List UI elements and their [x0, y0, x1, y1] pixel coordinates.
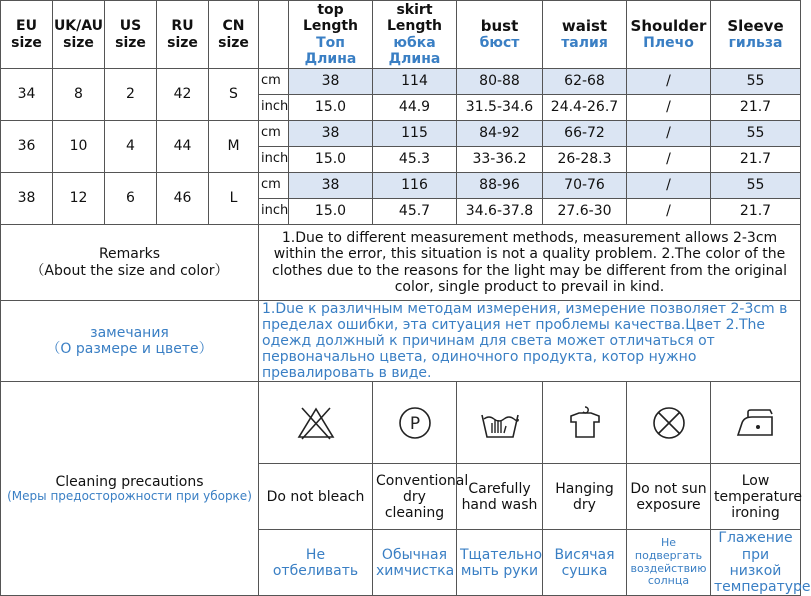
- cell-shoulder: /: [627, 95, 711, 121]
- care-label-ru: Не подвергать воздействию солнца: [627, 530, 711, 595]
- cell-bust: 80-88: [457, 69, 543, 95]
- table-row: [1, 121, 801, 147]
- cell-sleeve: 55: [711, 121, 801, 147]
- bust-en: bust: [480, 16, 519, 35]
- unit-cm: cm: [259, 173, 289, 199]
- header-ru: RU size: [157, 1, 209, 69]
- cell-skirt: 45.7: [373, 199, 457, 225]
- cleaning-subtitle: (Меры предосторожности при уборке): [7, 488, 252, 503]
- care-label-ru: Тщательно мыть руки: [457, 530, 543, 595]
- header-us: US size: [105, 1, 157, 69]
- care-label-en: Carefully hand wash: [457, 464, 543, 530]
- cell-waist: 70-76: [543, 173, 627, 199]
- cell-shoulder: /: [627, 121, 711, 147]
- remarks-ru-label: [1, 301, 259, 382]
- cell-waist: 62-68: [543, 69, 627, 95]
- remarks-ru-subtitle: （О размере и цвете）: [46, 341, 213, 358]
- cell-waist: 27.6-30: [543, 199, 627, 225]
- size-us: 4: [105, 121, 157, 173]
- cell-bust: 34.6-37.8: [457, 199, 543, 225]
- cell-bust: 33-36.2: [457, 147, 543, 173]
- size-us: 6: [105, 173, 157, 225]
- cleaning-title: Cleaning precautions: [55, 473, 204, 490]
- remarks-label: [1, 225, 259, 301]
- remarks-ru-text: 1.Due к различным методам измерения, измерение позволяет 2-3cm в пределах ошибки, эта ситуация нет проблемы качества.Цвет 2.The одежд должный к причинам для света может отличаться от первоначально цвета, одиночного продукта, котор нужно превалировать в виде.: [259, 301, 801, 382]
- size-uk: 8: [53, 69, 105, 121]
- cell-bust: 84-92: [457, 121, 543, 147]
- cell-skirt: 44.9: [373, 95, 457, 121]
- size-cn: S: [209, 69, 259, 121]
- size-uk: 12: [53, 173, 105, 225]
- shoulder-en: Shoulder: [630, 16, 707, 35]
- header-top-length: [289, 1, 373, 69]
- dry-clean-letter: P: [409, 413, 420, 434]
- unit-cm: cm: [259, 121, 289, 147]
- low-iron-icon: [711, 382, 801, 464]
- cell-sleeve: 55: [711, 69, 801, 95]
- remarks-title: Remarks: [98, 246, 161, 263]
- cell-shoulder: /: [627, 199, 711, 225]
- header-unit: [259, 1, 289, 69]
- size-ru: 42: [157, 69, 209, 121]
- sleeve-ru: гильза: [728, 35, 783, 52]
- care-label-en: Low temperature ironing: [711, 464, 801, 530]
- cell-skirt: 45.3: [373, 147, 457, 173]
- remarks-row: [1, 225, 801, 301]
- care-label-ru: Глажение при низкой температуре: [711, 530, 801, 595]
- cell-top: 38: [289, 173, 373, 199]
- no-bleach-icon: [259, 382, 373, 464]
- remarks-ru-row: [1, 301, 801, 382]
- size-us: 2: [105, 69, 157, 121]
- care-label-en: Do not sun exposure: [627, 464, 711, 530]
- header-waist: [543, 1, 627, 69]
- cell-shoulder: /: [627, 147, 711, 173]
- top-length-en: top Length: [302, 2, 359, 35]
- header-skirt-length: [373, 1, 457, 69]
- cleaning-label: [1, 382, 259, 595]
- bust-ru: бюст: [479, 35, 520, 52]
- cell-skirt: 116: [373, 173, 457, 199]
- cell-skirt: 115: [373, 121, 457, 147]
- cell-shoulder: /: [627, 69, 711, 95]
- care-label-en: Conventional dry cleaning: [373, 464, 457, 530]
- care-label-en: Hanging dry: [543, 464, 627, 530]
- cell-sleeve: 21.7: [711, 199, 801, 225]
- sleeve-en: Sleeve: [727, 16, 784, 35]
- hanging-dry-icon: [543, 382, 627, 464]
- size-ru: 46: [157, 173, 209, 225]
- size-cn: M: [209, 121, 259, 173]
- size-uk: 10: [53, 121, 105, 173]
- header-shoulder: [627, 1, 711, 69]
- skirt-length-en: skirt Length: [386, 2, 443, 35]
- unit-inch: inch: [259, 95, 289, 121]
- remarks-text: 1.Due to different measurement methods, measurement allows 2-3cm within the error, this situation is not a quality problem. 2.The color of the clothes due to the reasons for the light may be different from the original color, single product to prevail in kind.: [259, 225, 801, 301]
- unit-inch: inch: [259, 147, 289, 173]
- top-length-ru: Топ Длина: [304, 34, 357, 67]
- size-eu: 38: [1, 173, 53, 225]
- size-cn: L: [209, 173, 259, 225]
- remarks-ru-title: замечания: [90, 325, 169, 342]
- cell-sleeve: 55: [711, 173, 801, 199]
- cell-sleeve: 21.7: [711, 147, 801, 173]
- cell-shoulder: /: [627, 173, 711, 199]
- care-label-en: Do not bleach: [259, 464, 373, 530]
- cell-bust: 31.5-34.6: [457, 95, 543, 121]
- header-uk: UK/AU size: [53, 1, 105, 69]
- cell-waist: 66-72: [543, 121, 627, 147]
- unit-cm: cm: [259, 69, 289, 95]
- size-ru: 44: [157, 121, 209, 173]
- cell-waist: 24.4-26.7: [543, 95, 627, 121]
- header-sleeve: [711, 1, 801, 69]
- cell-sleeve: 21.7: [711, 95, 801, 121]
- header-eu: EU size: [1, 1, 53, 69]
- table-row: [1, 69, 801, 95]
- cell-top: 38: [289, 69, 373, 95]
- skirt-length-ru: юбка Длина: [388, 34, 441, 67]
- cell-top: 38: [289, 121, 373, 147]
- care-label-ru: Не отбеливать: [259, 530, 373, 595]
- hand-wash-icon: [457, 382, 543, 464]
- dry-clean-icon: [373, 382, 457, 464]
- size-eu: 34: [1, 69, 53, 121]
- waist-en: waist: [561, 16, 608, 35]
- table-row: [1, 173, 801, 199]
- cell-bust: 88-96: [457, 173, 543, 199]
- header-bust: [457, 1, 543, 69]
- cleaning-icons-row: [1, 382, 801, 464]
- unit-inch: inch: [259, 199, 289, 225]
- header-row: [1, 1, 801, 69]
- care-label-ru: Обычная химчистка: [373, 530, 457, 595]
- cell-waist: 26-28.3: [543, 147, 627, 173]
- cell-top: 15.0: [289, 199, 373, 225]
- no-sun-icon: [627, 382, 711, 464]
- remarks-subtitle: （About the size and color）: [30, 262, 229, 279]
- waist-ru: талия: [561, 35, 608, 52]
- cell-top: 15.0: [289, 95, 373, 121]
- care-label-ru: Висячая сушка: [543, 530, 627, 595]
- header-cn: CN size: [209, 1, 259, 69]
- size-eu: 36: [1, 121, 53, 173]
- shoulder-ru: Плечо: [643, 35, 694, 52]
- cell-top: 15.0: [289, 147, 373, 173]
- cell-skirt: 114: [373, 69, 457, 95]
